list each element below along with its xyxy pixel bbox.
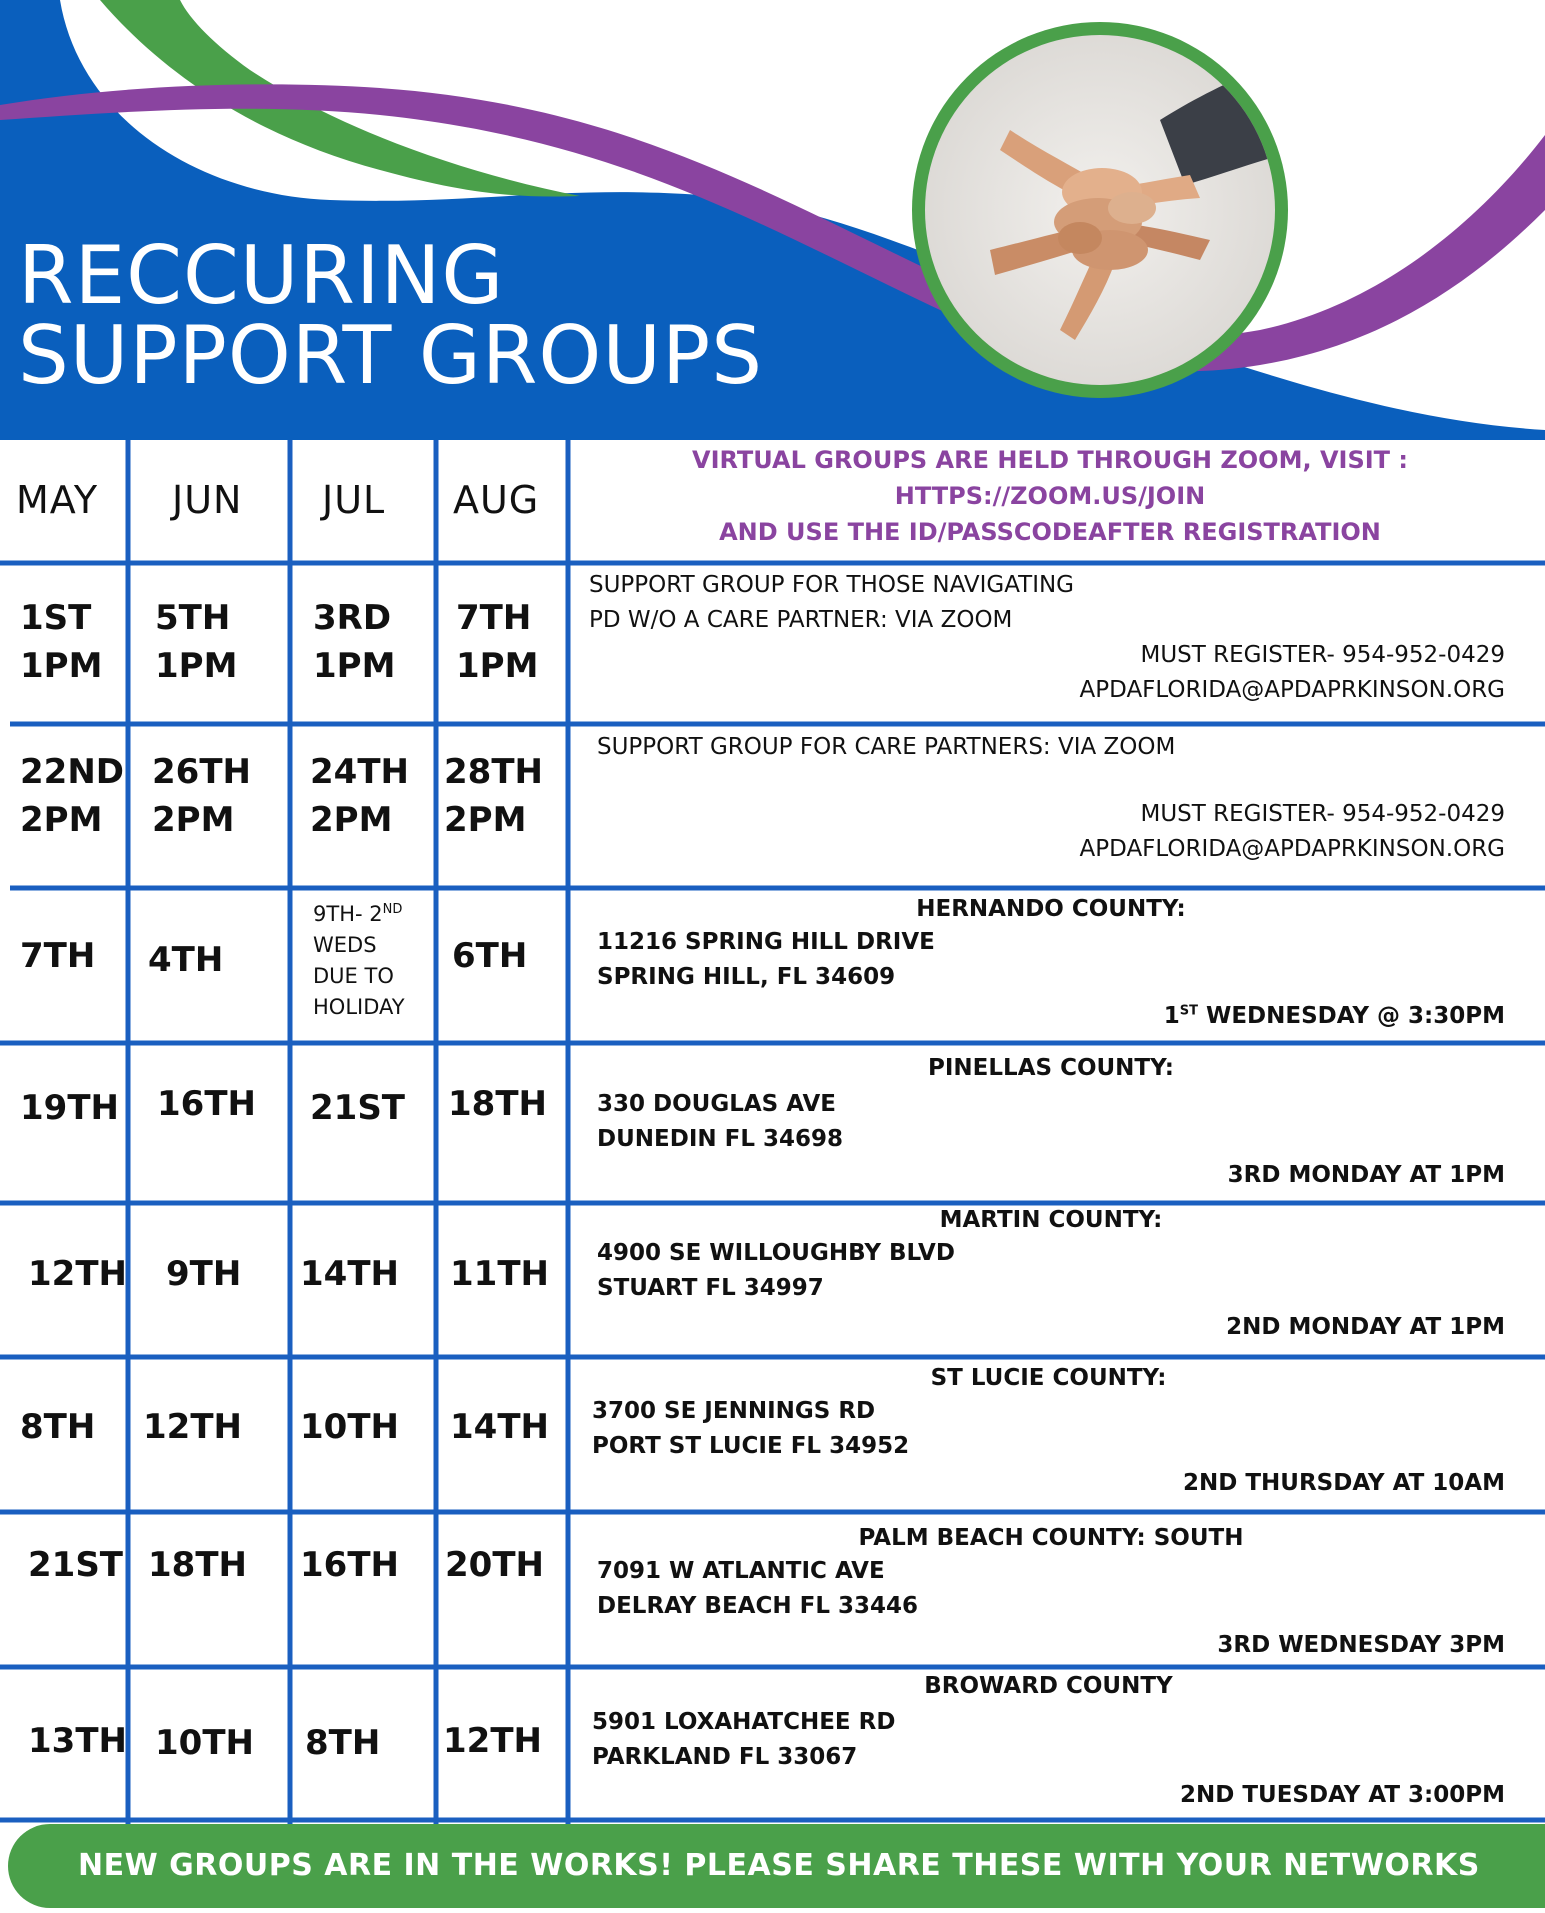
zoom-link[interactable]: HTTPS://ZOOM.US/JOIN <box>894 482 1206 510</box>
date-day: 22ND <box>20 752 124 792</box>
date-cell <box>155 594 237 690</box>
date-time: 1PM <box>456 646 539 686</box>
date-cell: 19TH <box>20 1088 119 1128</box>
date-time: 2PM <box>152 800 235 840</box>
date-cell: 21ST <box>310 1088 405 1128</box>
county-name: PINELLAS COUNTY: <box>928 1055 1174 1081</box>
date-cell: 12TH <box>443 1721 542 1761</box>
address-line-2: PORT ST LUCIE FL 34952 <box>592 1433 910 1459</box>
date-time: 2PM <box>310 800 393 840</box>
date-cell: 4TH <box>148 940 224 980</box>
address-line-2: SPRING HILL, FL 34609 <box>597 964 896 990</box>
meeting-schedule: 3RD MONDAY AT 1PM <box>1227 1162 1505 1188</box>
date-cell: 9TH <box>166 1254 242 1294</box>
date-day: 24TH <box>310 752 409 792</box>
date-cell <box>313 594 395 690</box>
county-name: ST LUCIE COUNTY: <box>930 1365 1167 1391</box>
footer-message: NEW GROUPS ARE IN THE WORKS! PLEASE SHARE THESE WITH YOUR NETWORKS <box>78 1848 1480 1883</box>
date-cell <box>444 748 543 844</box>
address-line-1: 4900 SE WILLOUGHBY BLVD <box>597 1240 955 1266</box>
meeting-schedule: 2ND TUESDAY AT 3:00PM <box>1179 1782 1505 1808</box>
date-cell: 10TH <box>155 1723 254 1763</box>
county-name: MARTIN COUNTY: <box>939 1207 1163 1233</box>
date-cell: 18TH <box>148 1545 247 1585</box>
group-info <box>597 1204 1505 1354</box>
date-cell <box>310 748 409 844</box>
address-line-1: 7091 W ATLANTIC AVE <box>597 1558 885 1584</box>
group-info <box>592 1362 1505 1512</box>
county-name: HERNANDO COUNTY: <box>916 896 1186 922</box>
date-cell <box>456 594 538 690</box>
schedule-ordinal: 1 <box>1163 1003 1180 1029</box>
county-name: BROWARD COUNTY <box>924 1673 1173 1699</box>
address-line-1: 3700 SE JENNINGS RD <box>592 1398 876 1424</box>
date-day: 26TH <box>152 752 251 792</box>
group-info <box>597 1522 1505 1662</box>
title-line-1: RECCURING <box>18 229 505 322</box>
date-cell: 16TH <box>157 1084 256 1124</box>
month-header-may: MAY <box>16 478 99 522</box>
register-email[interactable]: APDAFLORIDA@APDAPRKINSON.ORG <box>1079 677 1505 703</box>
date-time: 2PM <box>20 800 103 840</box>
group-info <box>597 730 1505 867</box>
meeting-schedule: 2ND MONDAY AT 1PM <box>1226 1314 1505 1340</box>
date-cell <box>20 594 102 690</box>
virtual-notice-line-1: VIRTUAL GROUPS ARE HELD THROUGH ZOOM, VISIT : <box>692 446 1408 474</box>
date-cell: 14TH <box>300 1254 399 1294</box>
address-line-2: DELRAY BEACH FL 33446 <box>597 1593 919 1619</box>
date-time: 1PM <box>155 646 238 686</box>
date-cell <box>20 748 124 844</box>
date-note-line: DUE TO <box>313 964 394 988</box>
county-name: PALM BEACH COUNTY: SOUTH <box>858 1525 1244 1551</box>
meeting-schedule: 2ND THURSDAY AT 10AM <box>1183 1470 1505 1496</box>
date-cell: 12TH <box>143 1407 242 1447</box>
schedule-suffix: ST <box>1179 1003 1198 1019</box>
group-description: SUPPORT GROUP FOR CARE PARTNERS: VIA ZOOM <box>597 734 1176 760</box>
date-note-day: 9TH- 2 <box>313 902 383 926</box>
date-cell: 21ST <box>28 1545 123 1585</box>
page-title <box>18 229 763 402</box>
date-day: 3RD <box>313 598 392 638</box>
date-time: 1PM <box>20 646 103 686</box>
month-header-aug: AUG <box>453 478 540 522</box>
address-line-1: 5901 LOXAHATCHEE RD <box>592 1709 896 1735</box>
date-cell: 14TH <box>450 1407 549 1447</box>
date-cell <box>152 748 251 844</box>
date-day: 28TH <box>444 752 543 792</box>
month-header-jun: JUN <box>172 478 243 522</box>
date-day: 5TH <box>155 598 231 638</box>
date-note-suffix: ND <box>382 902 403 917</box>
date-cell: 20TH <box>445 1545 544 1585</box>
address-line-1: 11216 SPRING HILL DRIVE <box>597 929 935 955</box>
month-header-jul: JUL <box>322 478 386 522</box>
date-cell: 18TH <box>448 1084 547 1124</box>
meeting-schedule: 3RD WEDNESDAY 3PM <box>1217 1632 1505 1658</box>
date-note-line: HOLIDAY <box>313 995 405 1019</box>
group-info <box>597 893 1505 1043</box>
address-line-2: STUART FL 34997 <box>597 1275 824 1301</box>
date-cell: 16TH <box>300 1545 399 1585</box>
register-phone: MUST REGISTER- 954-952-0429 <box>1140 642 1505 668</box>
date-cell: 8TH <box>305 1723 381 1763</box>
date-note-line: WEDS <box>313 933 377 957</box>
virtual-notice <box>570 442 1530 550</box>
virtual-notice-line-3: AND USE THE ID/PASSCODEAFTER REGISTRATION <box>719 518 1381 546</box>
group-info <box>590 568 1505 708</box>
address-line-2: DUNEDIN FL 34698 <box>597 1126 844 1152</box>
register-email[interactable]: APDAFLORIDA@APDAPRKINSON.ORG <box>1079 836 1505 862</box>
group-description: PD W/O A CARE PARTNER: VIA ZOOM <box>589 607 1013 633</box>
schedule-text: WEDNESDAY @ 3:30PM <box>1197 1003 1505 1029</box>
footer-banner <box>8 1824 1545 1908</box>
date-cell: 11TH <box>450 1254 549 1294</box>
meeting-schedule <box>1164 1003 1505 1029</box>
date-cell: 10TH <box>300 1407 399 1447</box>
title-line-2: SUPPORT GROUPS <box>18 309 763 402</box>
group-description: SUPPORT GROUP FOR THOSE NAVIGATING <box>589 572 1074 598</box>
date-cell: 7TH <box>20 936 96 976</box>
date-day: 1ST <box>20 598 92 638</box>
address-line-1: 330 DOUGLAS AVE <box>597 1091 836 1117</box>
date-cell: 13TH <box>28 1721 127 1761</box>
date-cell: 8TH <box>20 1407 96 1447</box>
date-day: 7TH <box>456 598 532 638</box>
address-line-2: PARKLAND FL 33067 <box>592 1744 858 1770</box>
register-phone: MUST REGISTER- 954-952-0429 <box>1140 801 1505 827</box>
group-info <box>592 1670 1505 1820</box>
group-info <box>597 1052 1505 1202</box>
date-cell: 12TH <box>28 1254 127 1294</box>
date-time: 2PM <box>444 800 527 840</box>
date-time: 1PM <box>313 646 396 686</box>
date-cell: 6TH <box>452 936 528 976</box>
date-cell-note <box>313 894 405 1023</box>
